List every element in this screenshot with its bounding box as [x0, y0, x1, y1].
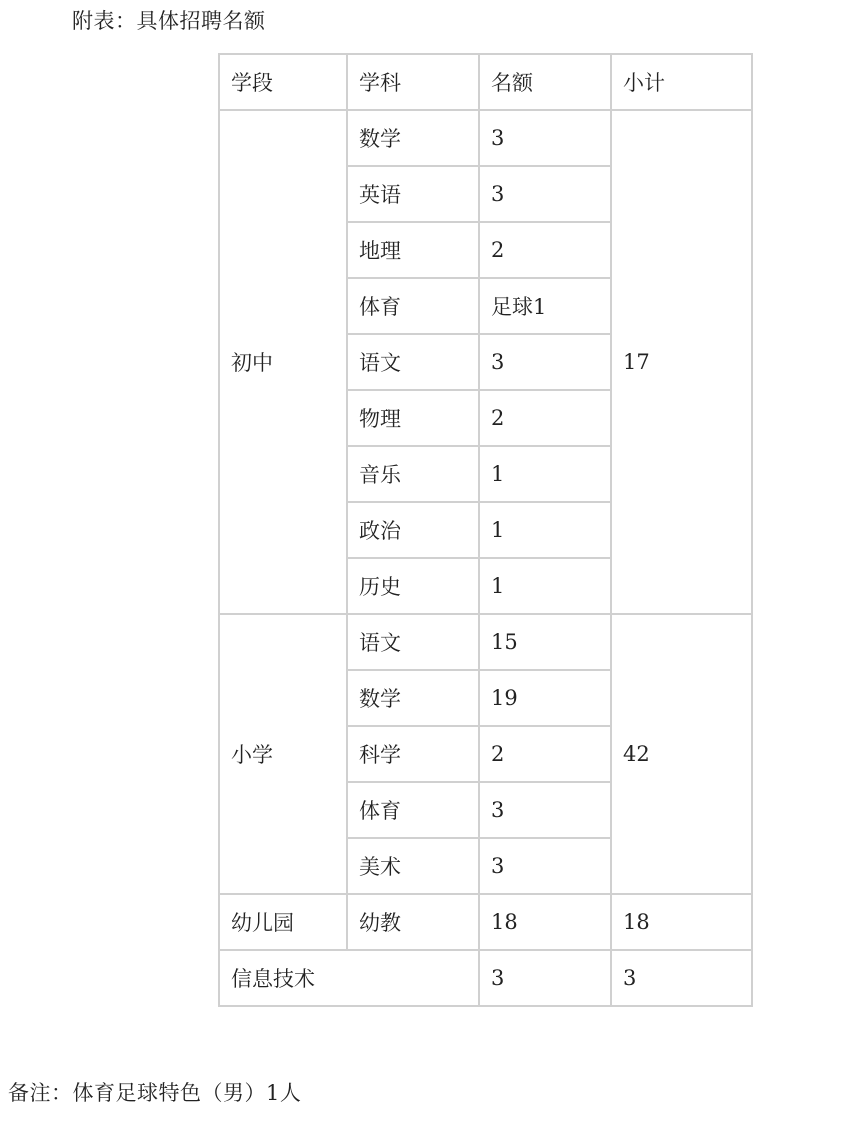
subject-cell: 物理 [347, 390, 479, 446]
subject-cell: 数学 [347, 110, 479, 166]
table-body [219, 54, 752, 1006]
table-row [219, 110, 752, 166]
subtotal-cell: 3 [611, 950, 752, 1006]
quota-cell: 18 [479, 894, 611, 950]
quota-cell: 3 [479, 838, 611, 894]
quota-cell: 2 [479, 390, 611, 446]
subject-cell: 英语 [347, 166, 479, 222]
quota-cell: 2 [479, 726, 611, 782]
quota-cell: 足球1 [479, 278, 611, 334]
quota-cell: 19 [479, 670, 611, 726]
stage-cell: 小学 [219, 614, 347, 894]
quota-cell: 1 [479, 502, 611, 558]
footnote: 备注：体育足球特色（男）1人 [8, 1081, 302, 1105]
quota-cell: 3 [479, 334, 611, 390]
quota-cell: 3 [479, 950, 611, 1006]
subject-cell: 语文 [347, 614, 479, 670]
header-stage: 学段 [219, 54, 347, 110]
table-row [219, 614, 752, 670]
subject-cell: 体育 [347, 782, 479, 838]
header-subject: 学科 [347, 54, 479, 110]
quota-cell: 3 [479, 110, 611, 166]
recruitment-quota-table [218, 53, 753, 1007]
subtotal-cell: 42 [611, 614, 752, 894]
quota-cell: 15 [479, 614, 611, 670]
subject-cell: 幼教 [347, 894, 479, 950]
table-header-row [219, 54, 752, 110]
subject-cell: 政治 [347, 502, 479, 558]
subject-cell: 地理 [347, 222, 479, 278]
page-heading: 附表：具体招聘名额 [72, 9, 266, 33]
stage-cell: 幼儿园 [219, 894, 347, 950]
stage-cell: 初中 [219, 110, 347, 614]
merged-label-cell: 信息技术 [219, 950, 479, 1006]
quota-cell: 2 [479, 222, 611, 278]
subtotal-cell: 18 [611, 894, 752, 950]
header-subtotal: 小计 [611, 54, 752, 110]
quota-cell: 1 [479, 446, 611, 502]
subject-cell: 音乐 [347, 446, 479, 502]
header-quota: 名额 [479, 54, 611, 110]
table-row [219, 894, 752, 950]
subject-cell: 科学 [347, 726, 479, 782]
subject-cell: 数学 [347, 670, 479, 726]
quota-cell: 1 [479, 558, 611, 614]
table-row [219, 950, 752, 1006]
subject-cell: 历史 [347, 558, 479, 614]
subject-cell: 体育 [347, 278, 479, 334]
quota-cell: 3 [479, 166, 611, 222]
subject-cell: 语文 [347, 334, 479, 390]
subtotal-cell: 17 [611, 110, 752, 614]
subject-cell: 美术 [347, 838, 479, 894]
quota-cell: 3 [479, 782, 611, 838]
